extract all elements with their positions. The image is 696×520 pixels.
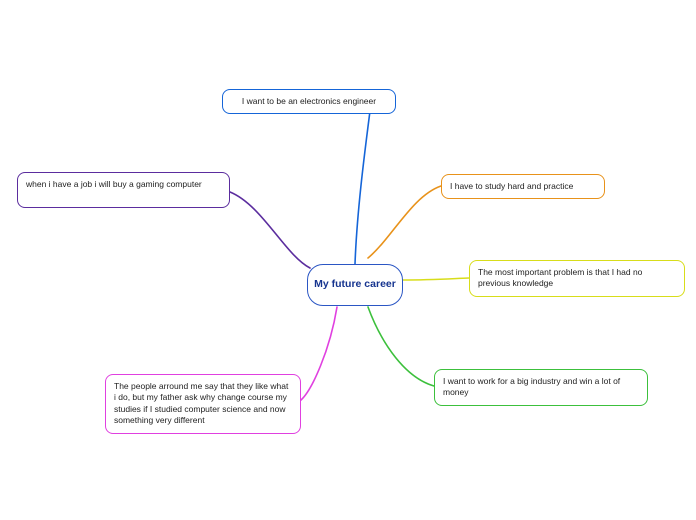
- node-label: The most important problem is that I had no previous knowledge: [478, 267, 645, 289]
- connector-no-previous-knowledge: [403, 278, 469, 280]
- connector-study-hard: [368, 186, 441, 258]
- branch-engineer[interactable]: [222, 89, 396, 114]
- central-topic[interactable]: My future career: [307, 264, 403, 306]
- node-label: The people arround me say that they like what i do, but my father ask why change course my studies if I studied computer science and now something very different: [114, 381, 291, 426]
- connector-big-industry: [368, 307, 434, 386]
- branch-people-around-me[interactable]: [105, 374, 301, 434]
- node-label: when i have a job i will buy a gaming computer: [26, 179, 202, 189]
- connector-people-around-me: [301, 307, 337, 400]
- connector-gaming-computer: [230, 192, 310, 268]
- node-label: I want to be an electronics engineer: [241, 96, 377, 106]
- node-label: I have to study hard and practice: [450, 181, 574, 191]
- branch-gaming-computer[interactable]: [17, 172, 230, 208]
- node-label: I want to work for a big industry and win a lot of money: [443, 376, 623, 398]
- branch-study-hard[interactable]: [441, 174, 605, 199]
- branch-big-industry[interactable]: [434, 369, 648, 406]
- connector-engineer: [355, 111, 370, 264]
- branch-no-previous-knowledge[interactable]: [469, 260, 685, 297]
